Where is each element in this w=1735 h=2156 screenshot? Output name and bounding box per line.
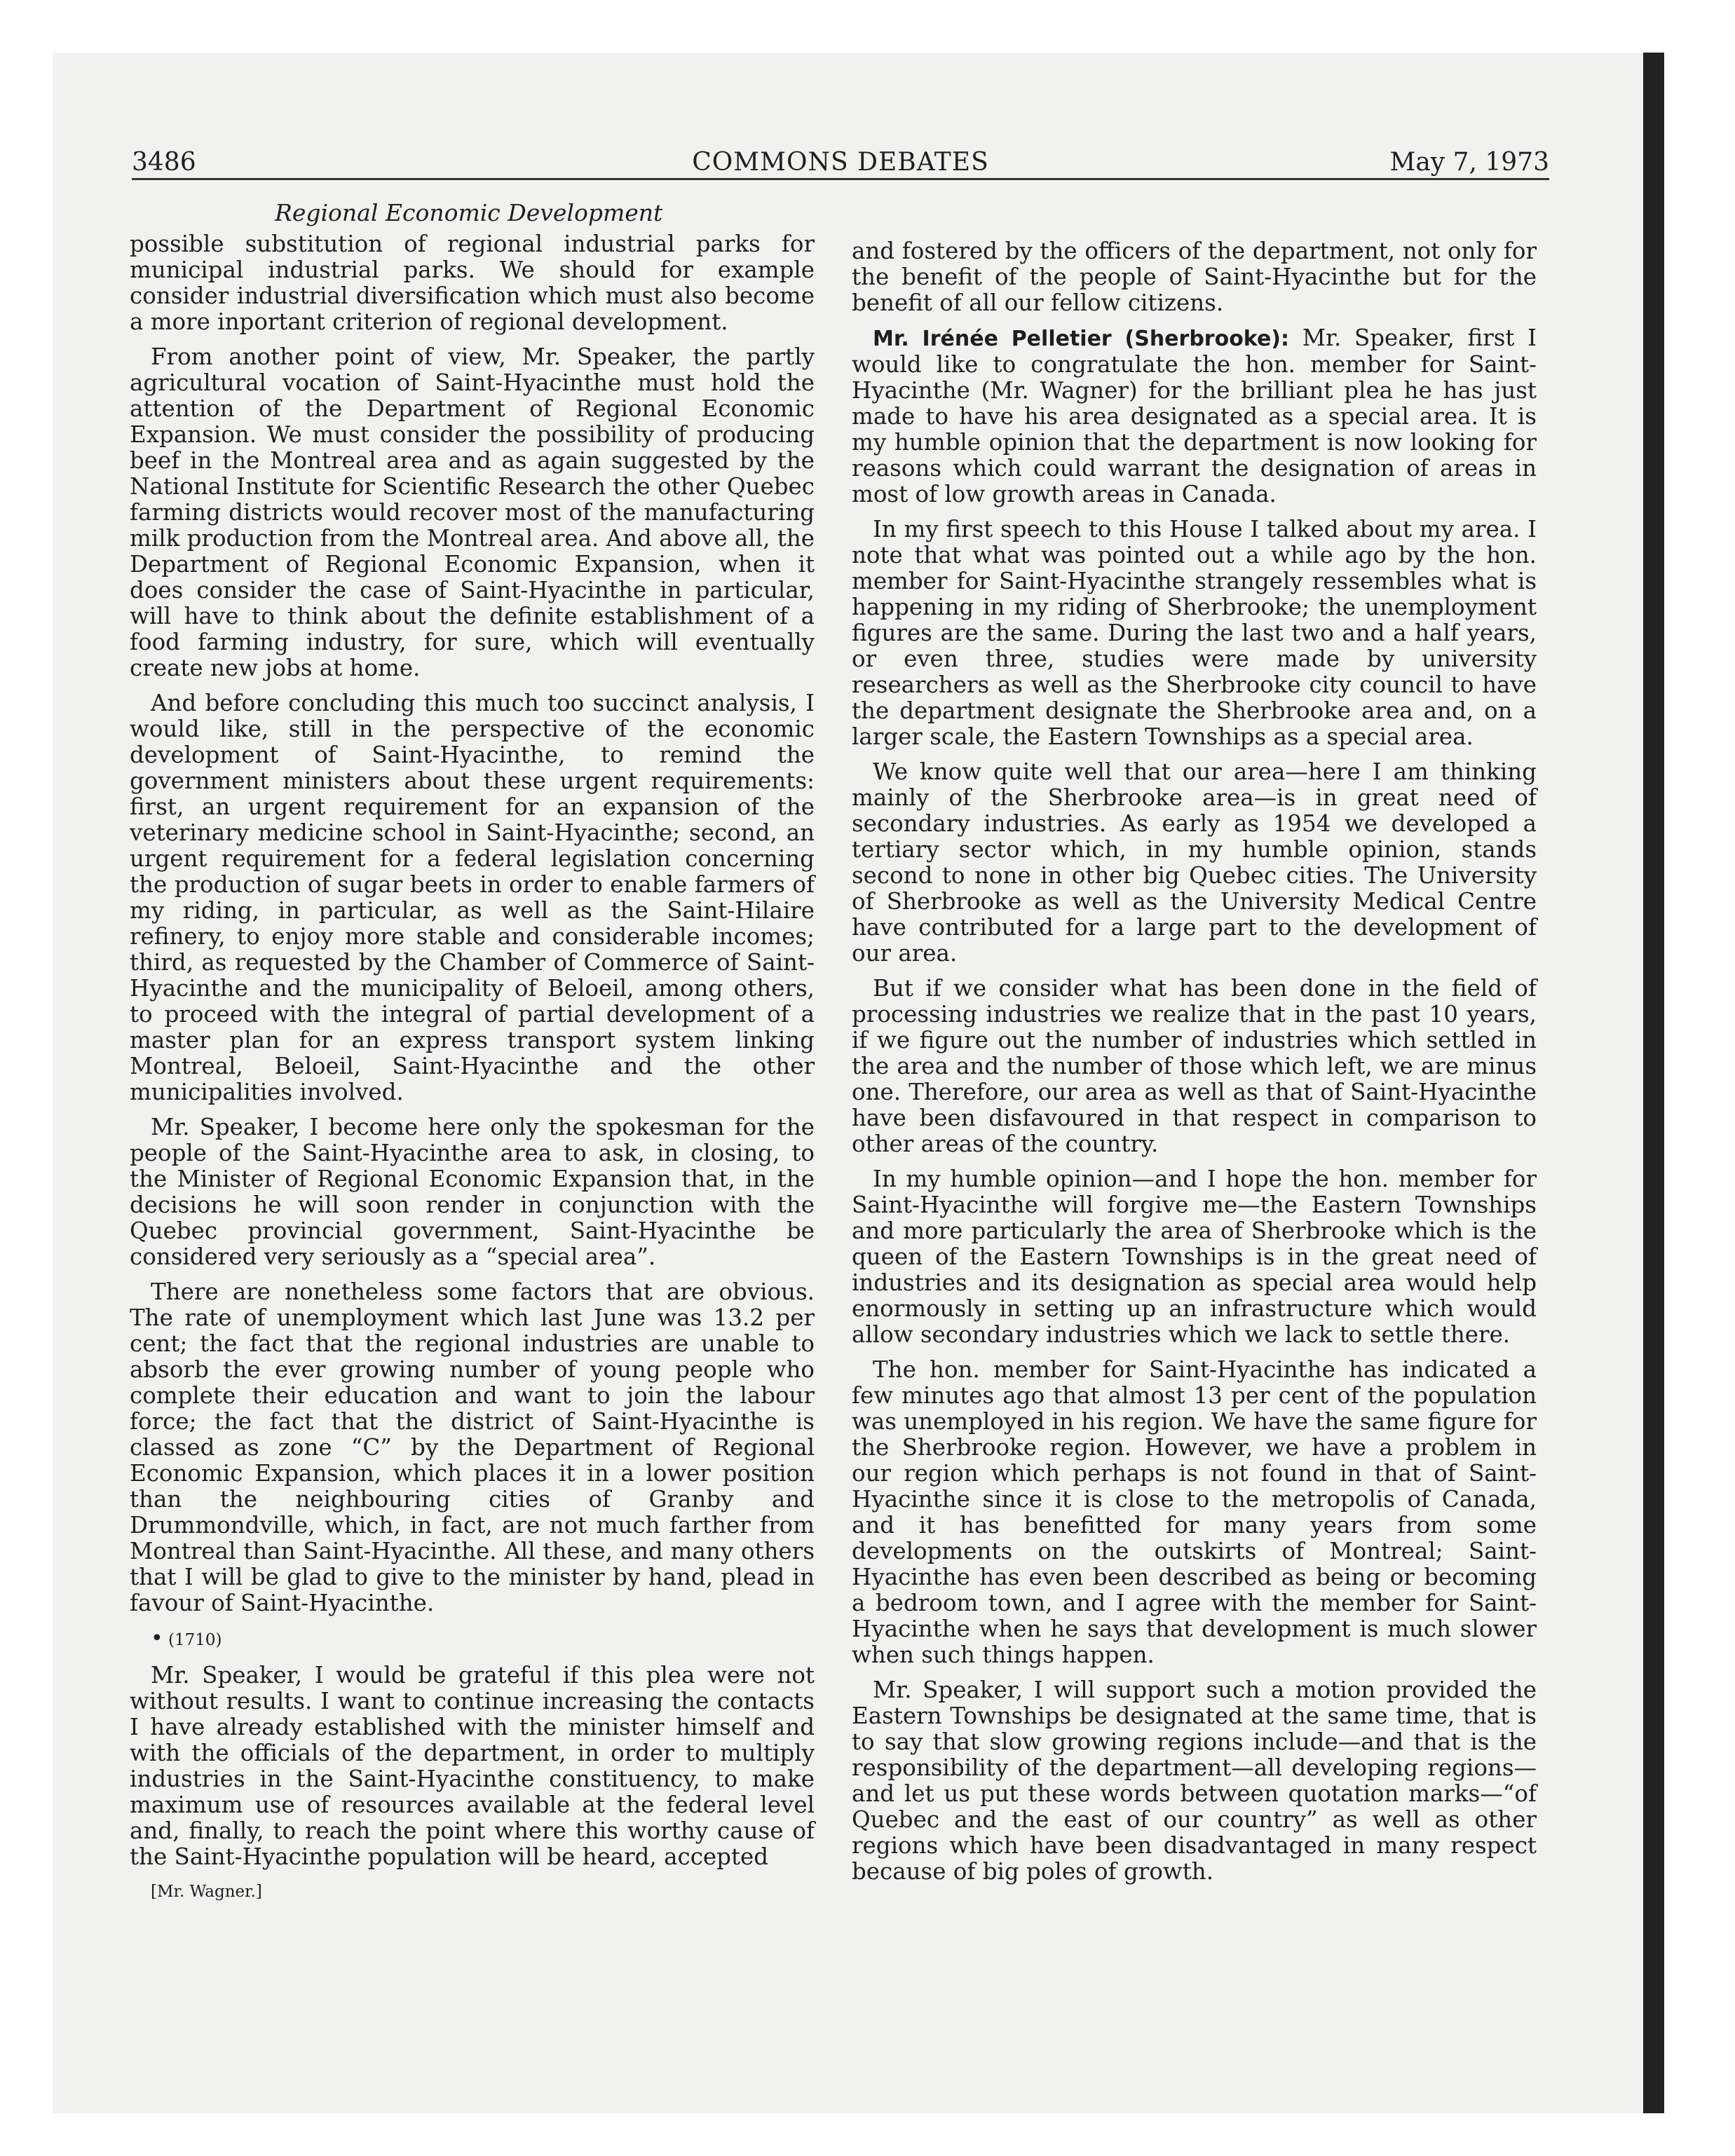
scan-edge <box>1643 53 1664 2113</box>
speech-text: Mr. Speaker, first I would like to congratulate the hon. member for Saint-Hyacinthe (Mr. Wagner) for the brilliant plea he has just made to have his area designated as a special area. It is my humble opinion that the department is now looking for reasons which could warrant the designation of areas in most of low growth areas in Canada. <box>852 325 1537 507</box>
paragraph: and fostered by the officers of the department, not only for the benefit of the people of Saint-Hyacinthe but for the benefit of all our fellow citizens. <box>852 238 1537 316</box>
paragraph: Mr. Speaker, I will support such a motion provided the Eastern Townships be designated at the same time, that is to say that slow growing regions include—and that is the responsibility of the department—all developing regions—and let us put these words between quotation marks—“of Quebec and the east of our country” as well as other regions which have been disadvantaged in many respect because of big poles of growth. <box>852 1677 1537 1885</box>
paragraph: In my humble opinion—and I hope the hon. member for Saint-Hyacinthe will forgive me—the Eastern Townships and more particularly the area of Sherbrooke which is the queen of the Eastern Townships is in the great need of industries and its designation as special area would help enormously in setting up an infrastructure which would allow secondary industries which we lack to settle there. <box>852 1166 1537 1348</box>
paragraph: And before concluding this much too succinct analysis, I would like, still in the perspective of the economic development of Saint-Hyacinthe, to remind the government ministers about these urgent requirements: first, an urgent requirement for an expansion of the veterinary medicine school in Saint-Hyacinthe; second, an urgent requirement for a federal legislation concerning the production of sugar beets in order to enable farmers of my riding, in particular, as well as the Saint-Hilaire refinery, to enjoy more stable and considerable incomes; third, as requested by the Chamber of Commerce of Saint-Hyacinthe and the municipality of Beloeil, among others, to proceed with the integral of partial development of a master plan for an express transport system linking Montreal, Beloeil, Saint-Hyacinthe and the other municipalities involved. <box>130 690 815 1105</box>
bullet-icon: • <box>151 1626 163 1651</box>
timestamp-text: (1710) <box>168 1631 222 1649</box>
running-header <box>132 146 1549 180</box>
left-column <box>130 231 815 1914</box>
header-date: May 7, 1973 <box>1389 148 1549 177</box>
speaker-name: Mr. Irénée Pelletier (Sherbrooke): <box>873 327 1290 351</box>
timestamp <box>130 1625 815 1653</box>
paragraph: But if we consider what has been done in the field of processing industries we realize that in the past 10 years, if we figure out the number of industries which settled in the area and the number of those which left, we are minus one. Therefore, our area as well as that of Saint-Hyacinthe have been disfavoured in that respect in comparison to other areas of the country. <box>852 975 1537 1157</box>
paragraph: possible substitution of regional industrial parks for municipal industrial parks. We should for example consider industrial diversification which must also become a more inportant criterion of regional development. <box>130 231 815 335</box>
paragraph: The hon. member for Saint-Hyacinthe has indicated a few minutes ago that almost 13 per cent of the population was unemployed in his region. We have the same figure for the Sherbrooke region. However, we have a problem in our region which perhaps is not found in that of Saint-Hyacinthe since it is close to the metropolis of Canada, and it has benefitted for many years from some developments on the outskirts of Montreal; Saint-Hyacinthe has even been described as being or becoming a bedroom town, and I agree with the member for Saint-Hyacinthe when he says that development is much slower when such things happen. <box>852 1356 1537 1668</box>
paragraph: Mr. Speaker, I become here only the spokesman for the people of the Saint-Hyacinthe area to ask, in closing, to the Minister of Regional Economic Expansion that, in the decisions he will soon render in conjunction with the Quebec provincial government, Saint-Hyacinthe be considered very seriously as a “special area”. <box>130 1114 815 1270</box>
page-number: 3486 <box>132 148 196 177</box>
speech-paragraph <box>852 325 1537 507</box>
speaker-footnote: [Mr. Wagner.] <box>151 1883 262 1901</box>
paragraph: Mr. Speaker, I would be grateful if this plea were not without results. I want to continue increasing the contacts I have already established with the minister himself and with the officials of the department, in order to multiply industries in the Saint-Hyacinthe constituency, to make maximum use of resources available at the federal level and, finally, to reach the point where this worthy cause of the Saint-Hyacinthe population will be heard, accepted <box>130 1662 815 1870</box>
paragraph: In my first speech to this House I talked about my area. I note that what was pointed out a while ago by the hon. member for Saint-Hyacinthe strangely ressembles what is happening in my riding of Sherbrooke; the unemployment figures are the same. During the last two and a half years, or even three, studies were made by university researchers as well as the Sherbrooke city council to have the department designate the Sherbrooke area and, on a larger scale, the Eastern Townships as a special area. <box>852 516 1537 750</box>
section-title: Regional Economic Development <box>275 199 663 226</box>
paragraph: We know quite well that our area—here I am thinking mainly of the Sherbrooke area—is in great need of secondary industries. As early as 1954 we developed a tertiary sector which, in my humble opinion, stands second to none in other big Quebec cities. The University of Sherbrooke as well as the University Medical Centre have contributed for a large part to the development of our area. <box>852 758 1537 967</box>
paragraph: There are nonetheless some factors that are obvious. The rate of unemployment which last June was 13.2 per cent; the fact that the regional industries are unable to absorb the ever growing number of young people who complete their education and want to join the labour force; the fact that the district of Saint-Hyacinthe is classed as zone “C” by the Department of Regional Economic Expansion, which places it in a lower position than the neighbouring cities of Granby and Drummondville, which, in fact, are not much farther from Montreal than Saint-Hyacinthe. All these, and many others that I will be glad to give to the minister by hand, plead in favour of Saint-Hyacinthe. <box>130 1278 815 1616</box>
paragraph: From another point of view, Mr. Speaker, the partly agricultural vocation of Saint-Hyacinthe must hold the attention of the Department of Regional Economic Expansion. We must consider the possibility of producing beef in the Montreal area and as again suggested by the National Institute for Scientific Research the other Quebec farming districts would recover most of the manufacturing milk production from the Montreal area. And above all, the Department of Regional Economic Expansion, when it does consider the case of Saint-Hyacinthe in particular, will have to think about the definite establishment of a food farming industry, for sure, which will eventually create new jobs at home. <box>130 343 815 681</box>
publication-title: COMMONS DEBATES <box>692 148 989 177</box>
right-column <box>852 238 1537 1894</box>
